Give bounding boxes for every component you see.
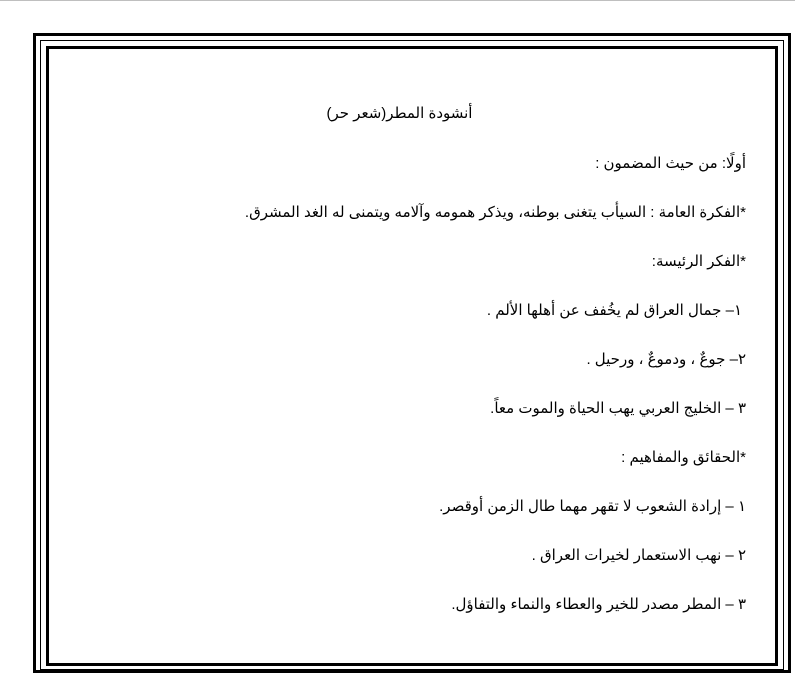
- fact-item: ٣ – المطر مصدر للخير والعطاء والنماء والتفاؤل.: [451, 596, 746, 613]
- main-idea-item: ١– جمال العراق لم يخُفف عن أهلها الألم .: [486, 302, 742, 319]
- facts-heading: *الحقائق والمفاهيم :: [621, 449, 746, 466]
- main-ideas-heading: *الفكر الرئيسة:: [651, 253, 746, 270]
- main-idea-item: ٣ – الخليج العربي يهب الحياة والموت معاً.: [490, 400, 746, 417]
- general-idea: *الفكرة العامة : السيأب يتغنى بوطنه، ويذكر همومه وآلامه ويتمنى له الغد المشرق.: [244, 204, 746, 221]
- fact-item: ٢ – نهب الاستعمار لخيرات العراق .: [531, 547, 746, 564]
- document-title: أنشودة المطر(شعر حر): [326, 105, 473, 122]
- page-top-edge: [0, 0, 795, 1]
- fact-item: ١ – إرادة الشعوب لا تقهر مهما طال الزمن أوقصر.: [439, 498, 746, 515]
- main-idea-item: ٢– جوعٌ ، ودموعٌ ، ورحيل .: [586, 351, 746, 368]
- section-heading-content: أولًا: من حيث المضمون :: [595, 155, 746, 172]
